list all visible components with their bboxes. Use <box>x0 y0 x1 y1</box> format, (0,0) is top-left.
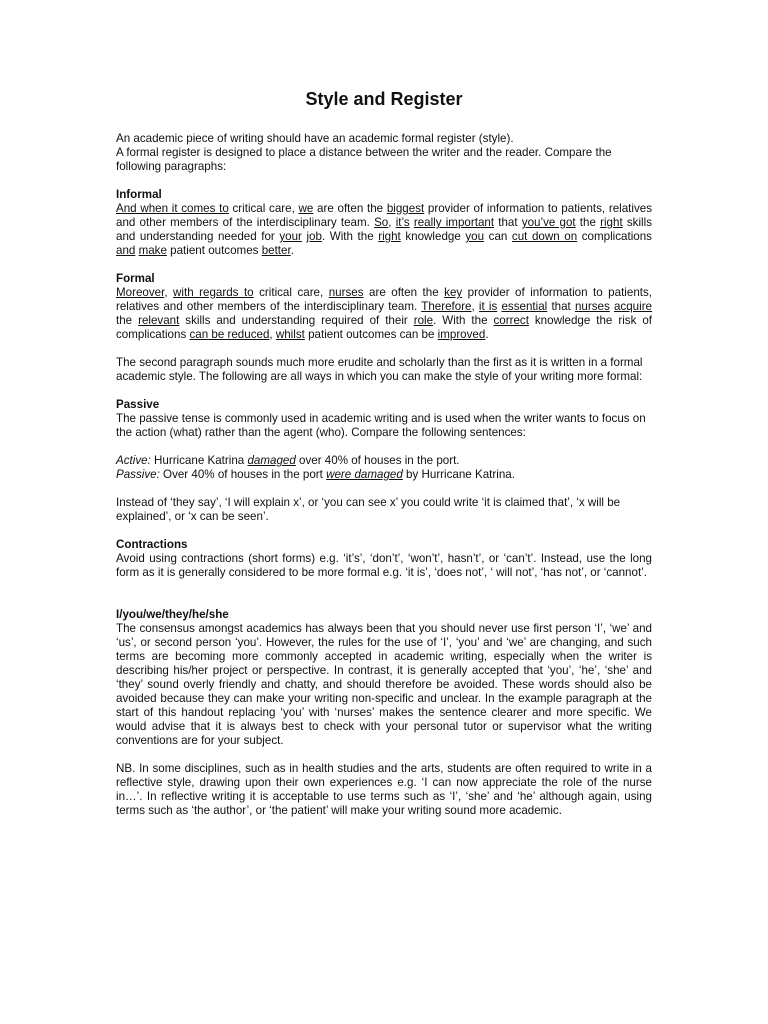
active-label: Active: <box>116 454 151 467</box>
passive-example: Passive: Over 40% of houses in the port were damaged by Hurricane Katrina. <box>116 468 515 481</box>
underlined-phrase: better <box>261 244 291 257</box>
passive-heading: Passive <box>116 398 160 411</box>
informal-paragraph: And when it comes to critical care, we are often the biggest provider of information to patients, relatives and other members of the interdisciplinary team. So, it’s really important that you’ve got the right skills and understanding needed for your job. With the right knowledge you can cut down on complications and make patient outcomes better. <box>116 202 653 257</box>
passive-text: The passive tense is commonly used in academic writing and is used when the writer wants to focus on the action (what) rather than the agent (who). Compare the following sentences: <box>116 412 646 439</box>
underlined-phrase: you <box>465 230 485 243</box>
underlined-phrase: biggest <box>386 202 425 215</box>
underlined-phrase: So <box>374 216 389 229</box>
formal-heading: Formal <box>116 272 155 285</box>
underlined-phrase: it is <box>478 300 498 313</box>
underlined-phrase: acquire <box>613 300 653 313</box>
underlined-phrase: can be reduced <box>189 328 270 341</box>
formal-paragraph: Moreover, with regards to critical care, nurses are often the key provider of information to patients, relatives and other members of the interdisciplinary team. Therefore, it is essential that nurses acquire the relevant skills and understanding required of their role. With the correct knowledge the risk of complications can be reduced, whilst patient outcomes can be improved. <box>116 286 653 341</box>
underlined-phrase: really important <box>413 216 495 229</box>
active-example: Active: Hurricane Katrina damaged over 40% of houses in the port. <box>116 454 460 467</box>
underlined-phrase: and <box>116 244 136 257</box>
active-verb: damaged <box>247 454 296 467</box>
underlined-phrase: whilst <box>275 328 305 341</box>
intro-line-1: An academic piece of writing should have an academic formal register (style). <box>116 132 514 145</box>
underlined-phrase: you’ve got <box>521 216 576 229</box>
underlined-phrase: it’s <box>395 216 410 229</box>
underlined-phrase: right <box>378 230 401 243</box>
underlined-phrase: Moreover <box>116 286 165 299</box>
underlined-phrase: nurses <box>574 300 610 313</box>
underlined-phrase: correct <box>493 314 529 327</box>
underlined-phrase: nurses <box>328 286 364 299</box>
underlined-phrase: with regards to <box>173 286 254 299</box>
underlined-phrase: job <box>306 230 322 243</box>
underlined-phrase: improved <box>437 328 486 341</box>
passive-verb: were damaged <box>326 468 403 481</box>
underlined-phrase: relevant <box>138 314 180 327</box>
pronouns-text: The consensus amongst academics has always been that you should never use first person ‘I’, ‘we’ and ‘us’, or second person ‘you’. However, the rules for the use of ‘I’, ‘you’ and ‘we’ are changing, and such terms are becoming more commonly accepted in academic writing, especially when the writer is describing his/her project or perspective. In contrast, it is generally accepted that ‘you’, ‘he’, ‘she’ and ‘they’ sound overly friendly and chatty, and should therefore be avoided. These words should also be avoided because they can make your writing non-specific and unclear. In the example paragraph at the start of this handout replacing ‘you’ with ‘nurses’ makes the sentence clearer and more specific. We would advise that it is always best to check with your personal tutor or supervisor what the writing conventions are for your subject. <box>116 622 652 747</box>
underlined-phrase: key <box>444 286 463 299</box>
underlined-phrase: make <box>138 244 167 257</box>
page-title: Style and Register <box>305 89 463 109</box>
document-body <box>116 132 652 832</box>
pronouns-heading: I/you/we/they/he/she <box>116 608 229 621</box>
contractions-heading: Contractions <box>116 538 188 551</box>
underlined-phrase: essential <box>501 300 548 313</box>
contractions-text: Avoid using contractions (short forms) e.g. ‘it’s’, ‘don’t’, ‘won’t’, hasn’t’, or ‘can’t’. Instead, use the long form as it is generally considered to be more formal e.g. ‘it is’, ‘does not’, ‘ will not’, ‘has not’, or ‘cannot’. <box>116 552 652 579</box>
underlined-phrase: And when it comes to <box>116 202 229 215</box>
passive-label: Passive: <box>116 468 160 481</box>
underlined-phrase: we <box>298 202 314 215</box>
underlined-phrase: your <box>279 230 302 243</box>
nb-text: NB. In some disciplines, such as in health studies and the arts, students are often required to write in a reflective style, drawing upon their own experiences e.g. ‘I can now appreciate the role of the nurse in…’. In reflective writing it is acceptable to use terms such as ‘I’, ‘she’ and ‘he’ although again, using terms such as ‘the author’, or ‘the patient’ will make your writing sound more academic. <box>116 762 652 817</box>
instead-text: Instead of ‘they say’, ‘I will explain x’, or ‘you can see x’ you could write ‘it is claimed that’, ‘x will be explained’, or ‘x can be seen’. <box>116 496 621 523</box>
underlined-phrase: right <box>600 216 623 229</box>
underlined-phrase: Therefore <box>421 300 472 313</box>
intro-line-2: A formal register is designed to place a distance between the writer and the reader. Compare the following paragraphs: <box>116 146 612 173</box>
underlined-phrase: cut down on <box>511 230 578 243</box>
second-paragraph-text: The second paragraph sounds much more erudite and scholarly than the first as it is written in a formal academic style. The following are all ways in which you can make the style of your writing more formal: <box>116 356 643 383</box>
underlined-phrase: role <box>413 314 434 327</box>
informal-heading: Informal <box>116 188 162 201</box>
